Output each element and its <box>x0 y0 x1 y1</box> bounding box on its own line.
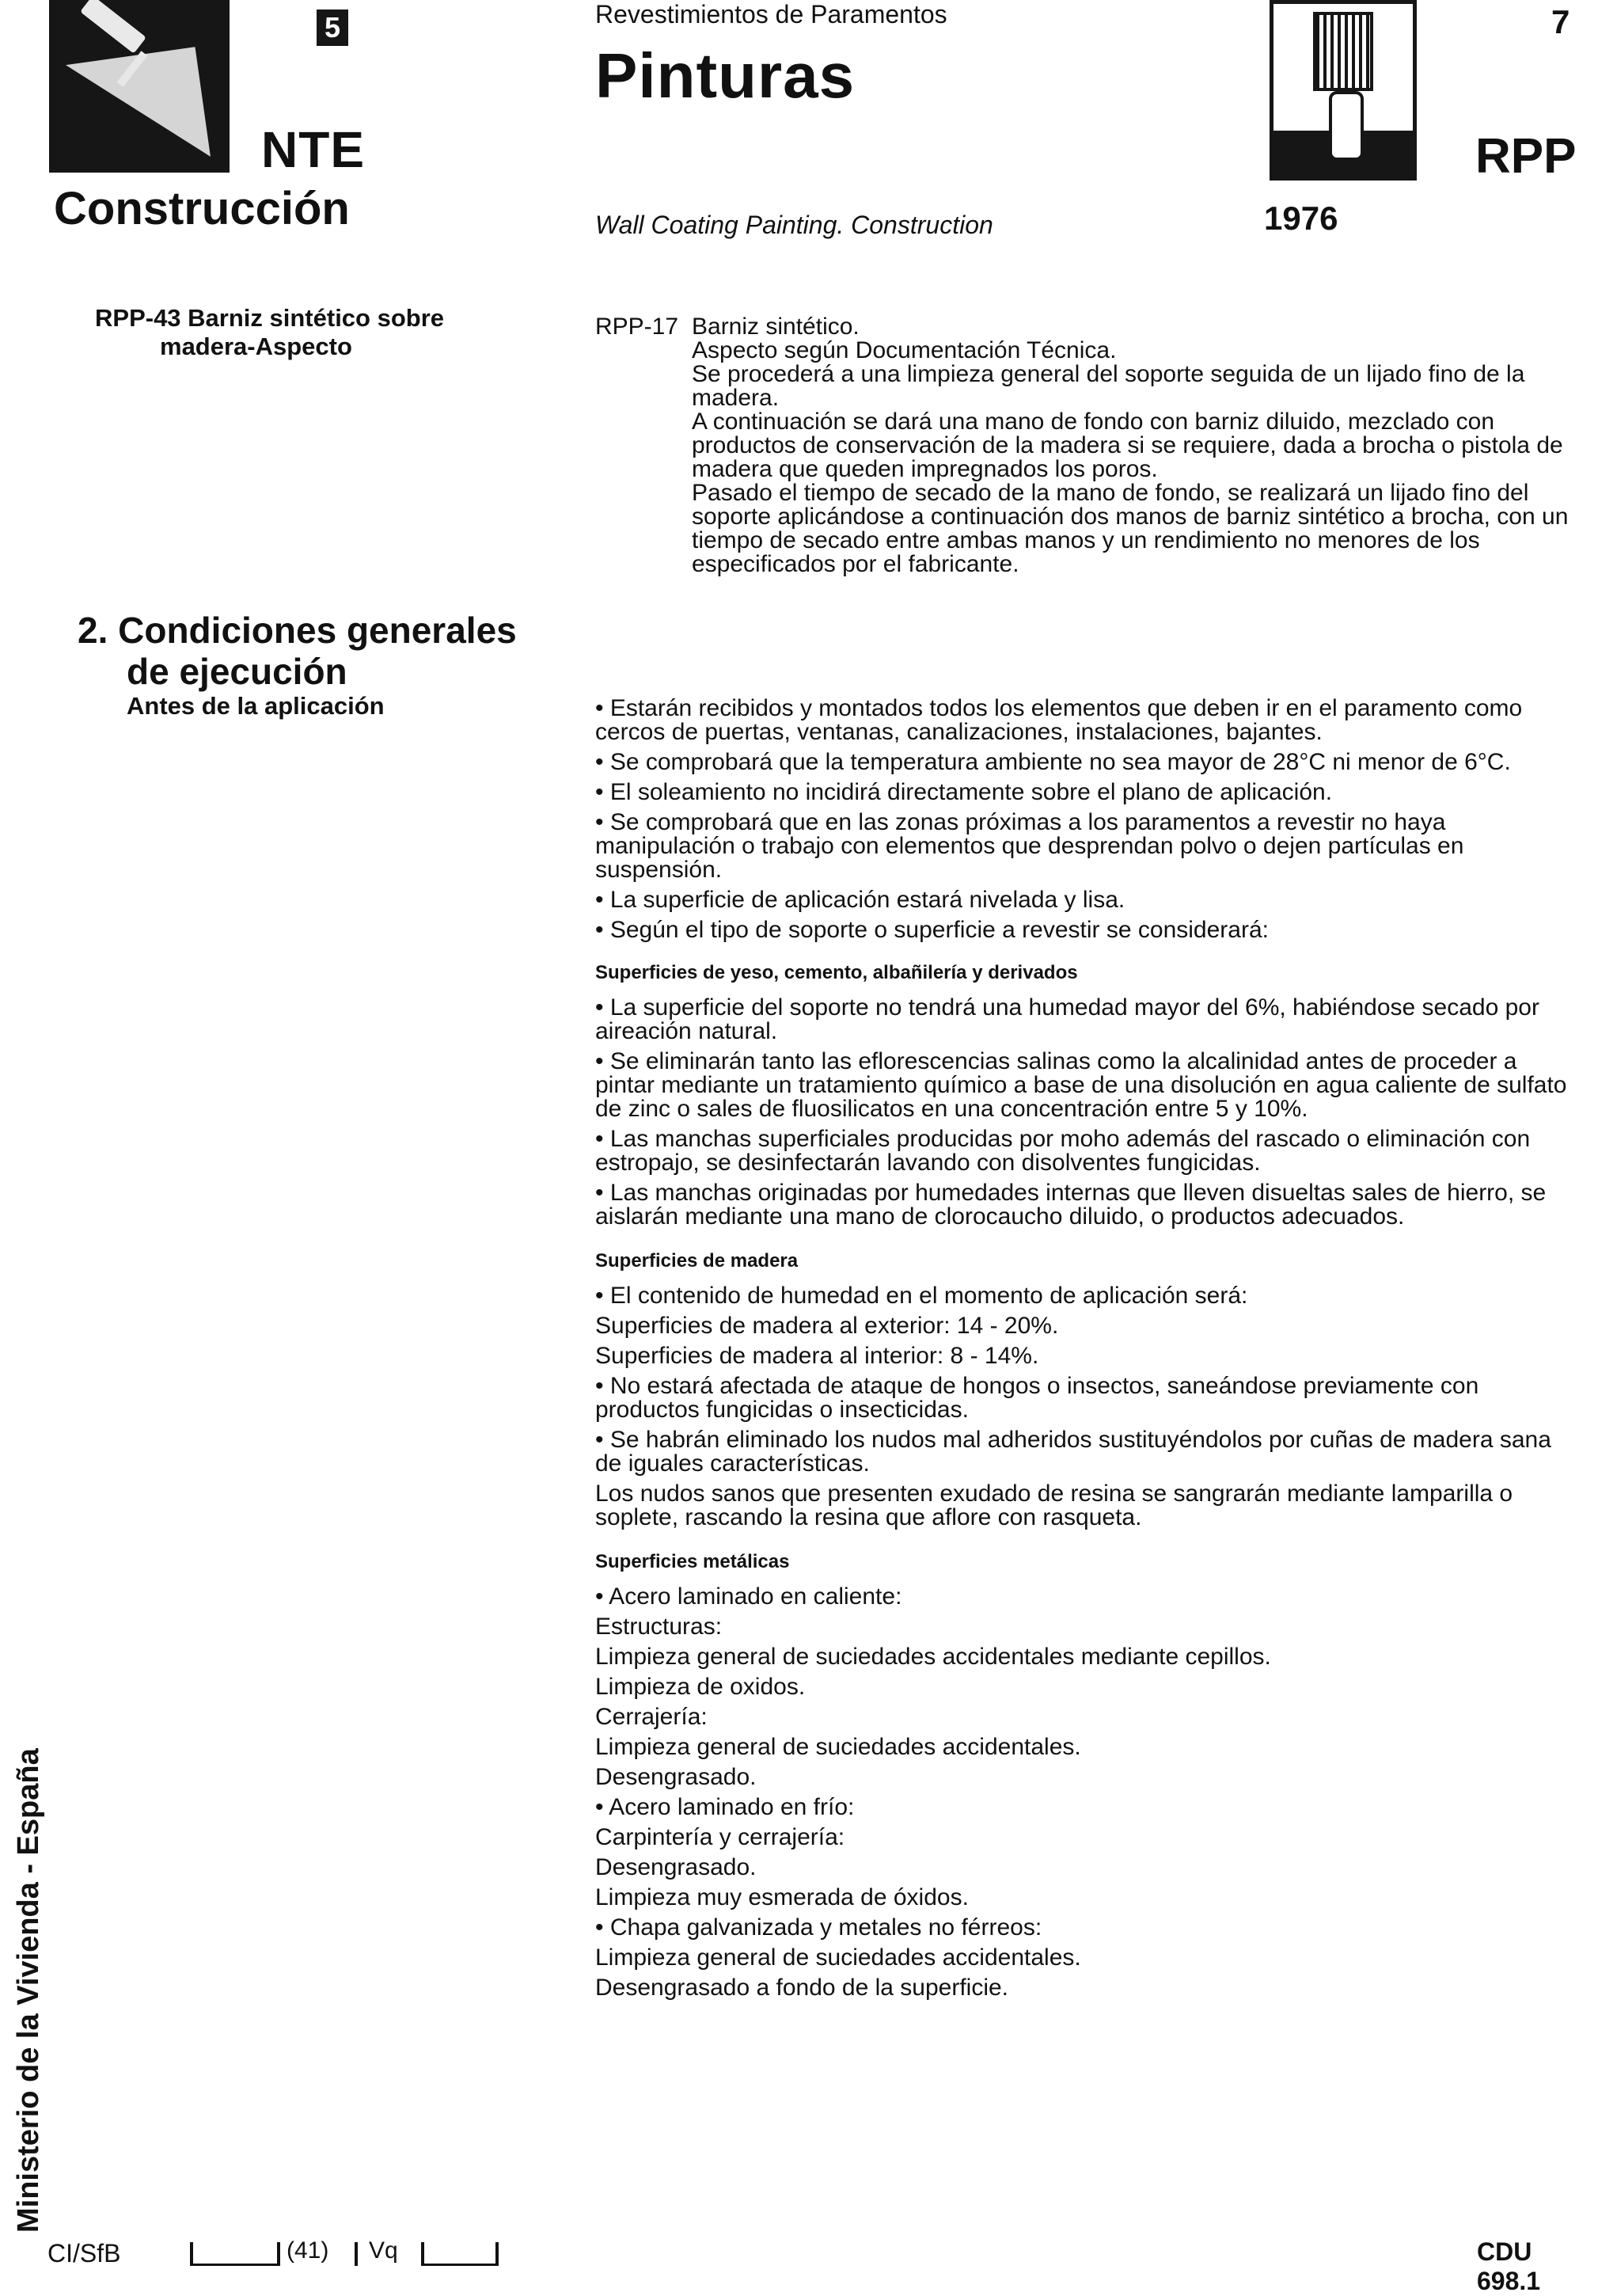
metal-item: Limpieza muy esmerada de óxidos. <box>595 1884 969 1910</box>
yeso-heading: Superficies de yeso, cemento, albañilería y derivados <box>595 962 1078 983</box>
paint-brush-icon <box>1270 0 1417 181</box>
madera-item: Superficies de madera al interior: 8 - 14%. <box>595 1343 1039 1369</box>
ministry-sidebar <box>8 1726 55 2233</box>
section-2-line2: de ejecución <box>127 651 347 692</box>
rpp43-heading <box>95 304 538 361</box>
madera-item: Superficies de madera al exterior: 14 - 20%. <box>595 1313 1059 1339</box>
trowel-handle-shape <box>80 0 146 54</box>
yeso-item: • Las manchas superficiales producidas por moho además del rascado o eliminación con estropajo, se desinfectarán lavando con disolventes fungicidas. <box>595 1126 1531 1176</box>
metal-item: Limpieza general de suciedades accidentales mediante cepillos. <box>595 1644 1271 1670</box>
rpp17-line: Pasado el tiempo de secado de la mano de fondo, se realizará un lijado fino del soporte aplicándose a continuación dos manos de barniz sintético a brocha, con un tiempo de secado entre ambas manos y un rendimiento no menores de los especificados por el fabricante. <box>692 480 1569 577</box>
page-title: Pinturas <box>595 40 856 111</box>
conditions-body <box>595 697 1573 2006</box>
section-2-subheading: Antes de la aplicación <box>127 692 385 720</box>
madera-item: • No estará afectada de ataque de hongos o insectos, saneándose previamente con productos fungicidas o insecticidas. <box>595 1373 1479 1423</box>
rpp43-line1: RPP-43 Barniz sintético sobre <box>95 304 445 332</box>
metal-item: • Chapa galvanizada y metales no férreos: <box>595 1914 1042 1941</box>
rpp17-lead <box>595 315 1573 339</box>
condition-item: • El soleamiento no incidirá directamente sobre el plano de aplicación. <box>595 779 1333 805</box>
section-2-line1: 2. Condiciones generales <box>78 610 517 651</box>
section-2-heading <box>78 610 517 692</box>
brand-nte: NTE <box>261 121 365 178</box>
yeso-item: • Las manchas originadas por humedades internas que lleven disueltas sales de hierro, se aislarán mediante una mano de clorocaucho diluido, o productos adecuados. <box>595 1180 1547 1230</box>
grid-tick <box>277 2242 280 2266</box>
rpp17-block <box>595 315 1573 576</box>
madera-heading: Superficies de madera <box>595 1250 799 1272</box>
metal-item: Desengrasado. <box>595 1854 757 1880</box>
ministry-label: Ministerio de la Vivienda - España <box>12 1748 45 2233</box>
metal-heading: Superficies metálicas <box>595 1551 790 1572</box>
page-number: 7 <box>1551 3 1570 40</box>
rpp17-line: A continuación se dará una mano de fondo con barniz diluido, mezclado con productos de conservación de la madera si se requiere, dada a brocha o pistola de madera que queden impregnados los poros. <box>692 409 1563 482</box>
rpp17-line: Se procederá a una limpieza general del soporte seguida de un lijado fino de la madera. <box>692 361 1525 411</box>
grid-tick <box>495 2242 499 2266</box>
nte-logo-trowel <box>49 0 230 173</box>
cisfb-label: CI/SfB <box>47 2239 121 2267</box>
brand-construccion: Construcción <box>54 183 350 234</box>
metal-item: • Acero laminado en frío: <box>595 1794 855 1820</box>
brush-handle-shape <box>1329 91 1364 161</box>
condition-item: • Estarán recibidos y montados todos los elementos que deben ir en el paramento como cercos de puertas, ventanas, canalizaciones, instalaciones, bajantes. <box>595 695 1523 745</box>
doc-year: 1976 <box>1264 200 1338 237</box>
cisfb-cell-2: Vq <box>369 2237 398 2264</box>
condition-item: • La superficie de aplicación estará nivelada y lisa. <box>595 887 1125 913</box>
cisfb-cell-1: (41) <box>287 2237 329 2264</box>
madera-item: Los nudos sanos que presenten exudado de resina se sangrarán mediante lamparilla o soplete, rascando la resina que aflore con rasqueta. <box>595 1481 1513 1530</box>
section-badge: 5 <box>317 10 348 46</box>
metal-item: Desengrasado. <box>595 1764 757 1790</box>
grid-tick <box>421 2242 424 2266</box>
rpp17-title: Barniz sintético. <box>692 314 860 340</box>
grid-line <box>190 2264 277 2266</box>
rpp17-line: Aspecto según Documentación Técnica. <box>692 337 1117 363</box>
madera-item: • Se habrán eliminado los nudos mal adheridos sustituyéndolos por cuñas de madera sana de iguales características. <box>595 1427 1551 1477</box>
metal-item: Limpieza general de suciedades accidentales. <box>595 1734 1081 1760</box>
condition-item: • Se comprobará que en las zonas próximas a los paramentos a revestir no haya manipulación o trabajo con elementos que desprendan polvo o dejen partículas en suspensión. <box>595 809 1464 883</box>
metal-item: Carpintería y cerrajería: <box>595 1824 845 1850</box>
cisfb-classification-grid <box>190 2237 538 2269</box>
yeso-item: • Se eliminarán tanto las eflorescencias salinas como la alcalinidad antes de proceder a pintar mediante un tratamiento químico a base de una disolución en agua caliente de sulfato de zinc o sales de fluosilicatos en una concentración entre 5 y 10%. <box>595 1048 1567 1122</box>
english-subtitle: Wall Coating Painting. Construction <box>595 211 993 239</box>
metal-item: Desengrasado a fondo de la superficie. <box>595 1975 1009 2001</box>
grid-line <box>421 2264 497 2266</box>
grid-tick <box>355 2242 358 2266</box>
brush-bristles-shape <box>1313 12 1373 91</box>
condition-item: • Se comprobará que la temperatura ambiente no sea mayor de 28°C ni menor de 6°C. <box>595 749 1511 775</box>
yeso-item: • La superficie del soporte no tendrá una humedad mayor del 6%, habiéndose secado por aireación natural. <box>595 994 1539 1044</box>
rpp43-line2: madera-Aspecto <box>160 333 352 360</box>
metal-item: • Acero laminado en caliente: <box>595 1583 902 1610</box>
metal-item: Cerrajería: <box>595 1704 708 1730</box>
grid-tick <box>190 2242 193 2266</box>
doc-code: RPP <box>1475 129 1577 184</box>
cdu-code: CDU 698.1 <box>1477 2237 1541 2295</box>
trowel-blade-shape <box>66 47 211 173</box>
madera-item: • El contenido de humedad en el momento de aplicación será: <box>595 1283 1248 1309</box>
condition-item: • Según el tipo de soporte o superficie a revestir se considerará: <box>595 917 1269 943</box>
header-kicker: Revestimientos de Paramentos <box>595 0 947 29</box>
rpp17-code: RPP-17 <box>595 314 679 340</box>
metal-item: Limpieza de oxidos. <box>595 1674 806 1700</box>
metal-item: Limpieza general de suciedades accidentales. <box>595 1944 1081 1971</box>
metal-item: Estructuras: <box>595 1614 723 1640</box>
